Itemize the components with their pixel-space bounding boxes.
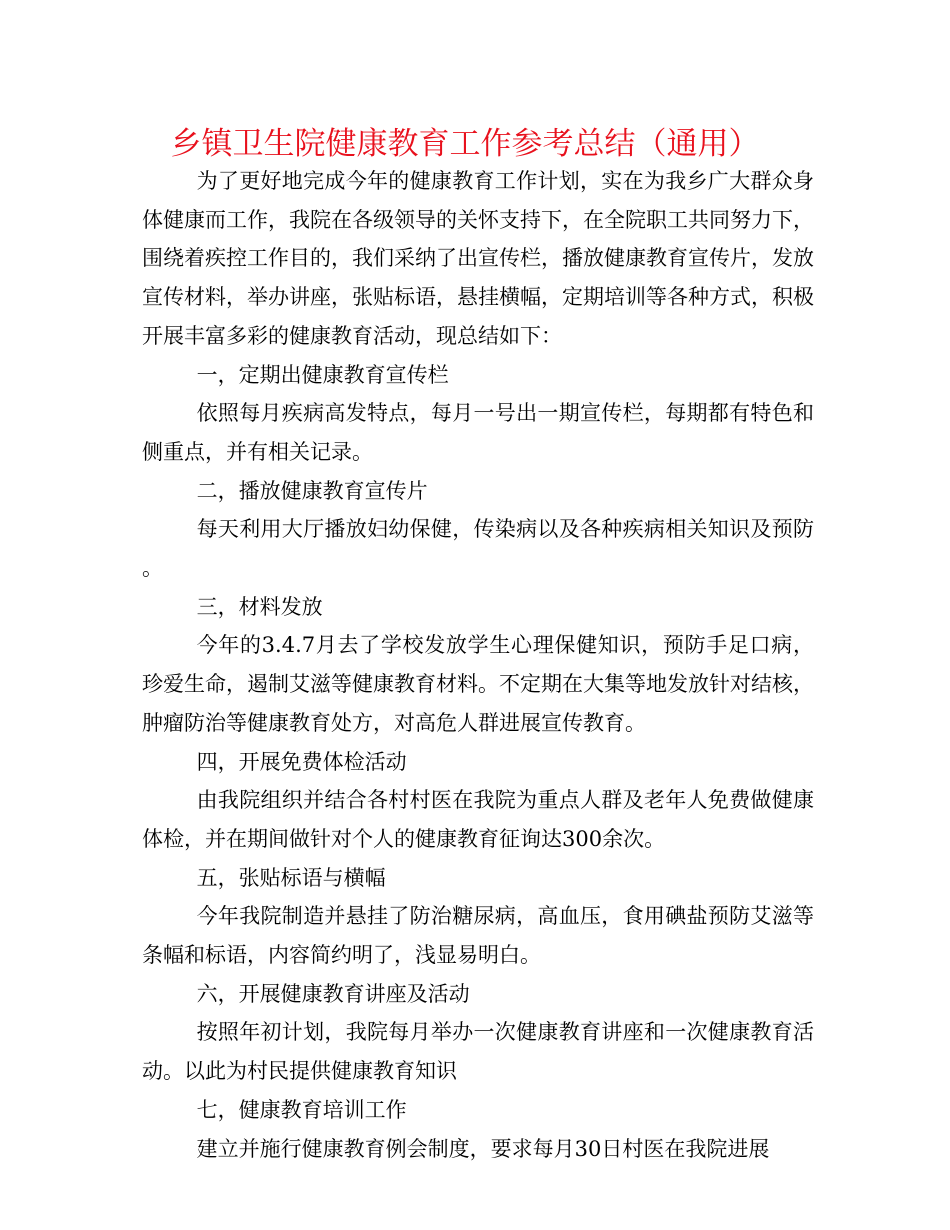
- section-heading-2: 二，播放健康教育宣传片: [196, 478, 428, 503]
- paragraph: 由我院组织并结合各村村医在我院为重点人群及老年人免费做健康体检，并在期间做针对个人的健康教育征询达300余次。: [142, 788, 814, 851]
- document-title: 乡镇卫生院健康教育工作参考总结（通用）: [170, 126, 760, 162]
- paragraph: 建立并施行健康教育例会制度，要求每月30日村医在我院进展: [196, 1136, 770, 1161]
- section-heading-5: 五，张贴标语与横幅: [196, 865, 386, 890]
- paragraph-intro: 为了更好地完成今年的健康教育工作计划，实在为我乡广大群众身体健康而工作，我院在各级领导的关怀支持下，在全院职工共同努力下，围绕着疾控工作目的，我们采纳了出宣传栏，播放健康教育宣传片，发放宣传材料，举办讲座，张贴标语，悬挂横幅，定期培训等各种方式，积极开展丰富多彩的健康教育活动，现总结如下：: [142, 169, 814, 348]
- section-heading-7: 七，健康教育培训工作: [196, 1097, 407, 1122]
- paragraph: 每天利用大厅播放妇幼保健，传染病以及各种疾病相关知识及预防。: [142, 517, 814, 581]
- section-heading-4: 四，开展免费体检活动: [196, 749, 407, 774]
- section-heading-3: 三，材料发放: [196, 594, 323, 619]
- paragraph: 今年的3.4.7月去了学校发放学生心理保健知识，预防手足口病，珍爱生命，遏制艾滋等健康教育材料。不定期在大集等地发放针对结核，肿瘤防治等健康教育处方，对高危人群进展宣传教育。: [142, 633, 814, 735]
- section-heading-1: 一，定期出健康教育宣传栏: [196, 362, 449, 387]
- document-body: [142, 162, 814, 1168]
- paragraph: 今年我院制造并悬挂了防治糖尿病，高血压，食用碘盐预防艾滋等条幅和标语，内容简约明了，浅显易明白。: [142, 904, 814, 968]
- paragraph: 依照每月疾病高发特点，每月一号出一期宣传栏，每期都有特色和侧重点，并有相关记录。: [142, 401, 814, 464]
- paragraph: 按照年初计划，我院每月举办一次健康教育讲座和一次健康教育活动。以此为村民提供健康教育知识: [142, 1020, 814, 1084]
- section-heading-6: 六，开展健康教育讲座及活动: [196, 981, 470, 1006]
